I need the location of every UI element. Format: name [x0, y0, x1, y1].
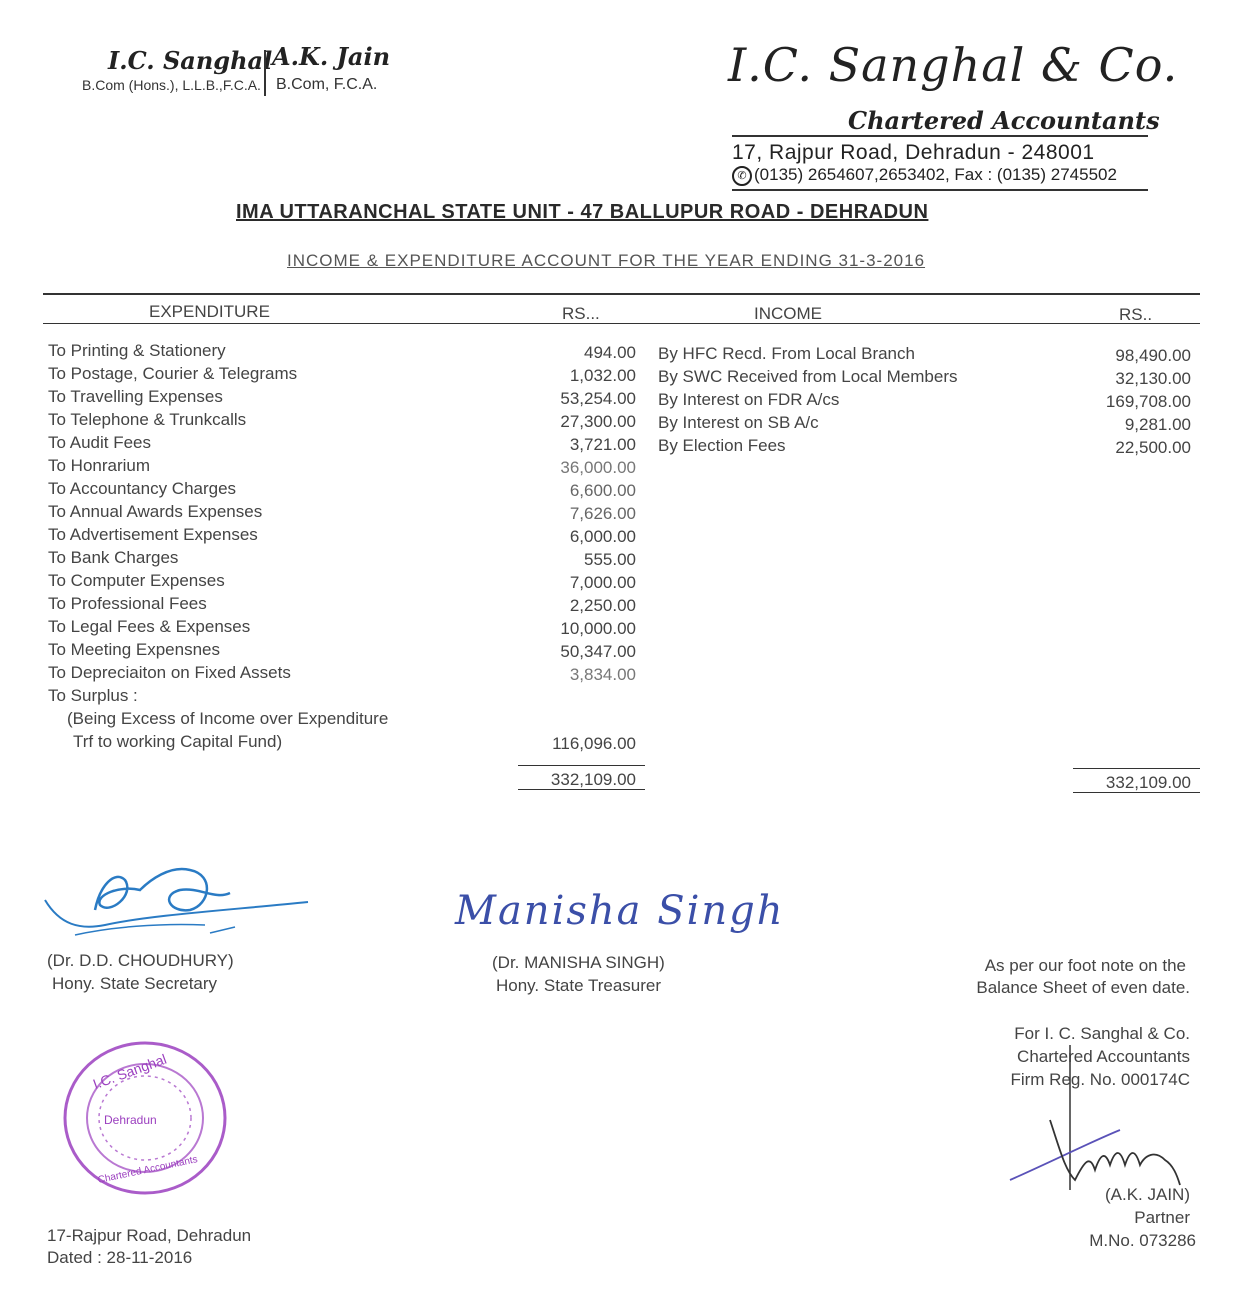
table-header-rule: [43, 323, 1200, 324]
expenditure-amount: 7,626.00: [569, 504, 636, 523]
letterhead-rule: [732, 135, 1148, 137]
header-income: INCOME: [754, 304, 822, 323]
firm-subtitle: Chartered Accountants: [848, 106, 1160, 135]
secretary-name: (Dr. D.D. CHOUDHURY): [47, 951, 234, 970]
inc-total-rule-bottom: [1073, 792, 1200, 793]
header-expenditure: EXPENDITURE: [149, 302, 270, 321]
expenditure-amount: 27,300.00: [560, 412, 636, 431]
expenditure-label: To Travelling Expenses: [48, 387, 223, 406]
income-label: By Election Fees: [658, 436, 786, 455]
surplus-line2: Trf to working Capital Fund): [73, 732, 283, 751]
expenditure-amount: 2,250.00: [569, 596, 636, 615]
income-label: By HFC Recd. From Local Branch: [658, 344, 915, 363]
firm-logo: I.C. Sanghal & Co.: [728, 38, 1179, 92]
account-title: INCOME & EXPENDITURE ACCOUNT FOR THE YEAR ENDING 31-3-2016: [287, 251, 926, 270]
treasurer-name: (Dr. MANISHA SINGH): [492, 953, 665, 972]
surplus-line1: (Being Excess of Income over Expenditure: [67, 709, 389, 728]
income-label: By Interest on SB A/c: [658, 413, 819, 432]
expenditure-label: To Depreciaiton on Fixed Assets: [48, 663, 291, 682]
expenditure-amount: 3,721.00: [569, 435, 636, 454]
income-label: By SWC Received from Local Members: [658, 367, 958, 386]
firm-contact-text: (0135) 2654607,2653402, Fax : (0135) 2745502: [754, 165, 1117, 184]
partner-right-quals: B.Com, F.C.A.: [276, 76, 378, 93]
income-amount: 98,490.00: [1115, 346, 1191, 365]
expenditure-amount: 50,347.00: [560, 642, 636, 661]
firm-stamp: [62, 1040, 228, 1196]
expenditure-amount: 7,000.00: [569, 573, 636, 592]
expenditure-label: To Printing & Stationery: [48, 341, 226, 360]
expenditure-label: To Accountancy Charges: [48, 479, 237, 498]
surplus-label: To Surplus :: [48, 686, 138, 705]
partner-left-quals: B.Com (Hons.), L.L.B.,F.C.A.: [82, 77, 261, 93]
stamp-text-bottom: Chartered Accountants: [96, 1154, 199, 1187]
header-exp-rs: RS...: [562, 304, 600, 323]
partner-divider: [264, 50, 266, 96]
expenditure-label: To Audit Fees: [48, 433, 152, 452]
phone-icon: ✆: [732, 166, 752, 186]
expenditure-label: To Professional Fees: [48, 594, 207, 613]
expenditure-amount: 1,032.00: [569, 366, 636, 385]
expenditure-label: To Bank Charges: [48, 548, 179, 567]
expenditure-amount: 53,254.00: [560, 389, 636, 408]
treasurer-signature: Manisha Singh: [455, 888, 785, 934]
expenditure-amount: 10,000.00: [560, 619, 636, 638]
partner-signature: [1005, 1040, 1205, 1200]
expenditure-amount: 555.00: [584, 550, 636, 569]
table-top-rule: [43, 293, 1200, 295]
exp-total-rule-top: [518, 765, 645, 766]
partner-mno: M.No. 073286: [1089, 1231, 1196, 1250]
income-amount: 9,281.00: [1124, 415, 1191, 434]
expenditure-label: To Legal Fees & Expenses: [48, 617, 251, 636]
firm-contact: [732, 165, 1117, 186]
expenditure-amount: 494.00: [584, 343, 636, 362]
letterhead-rule-bottom: [732, 189, 1148, 191]
income-amount: 22,500.00: [1115, 438, 1191, 457]
treasurer-title: Hony. State Treasurer: [496, 976, 662, 995]
expenditure-label: To Honrarium: [48, 456, 151, 475]
for-firm: For I. C. Sanghal & Co.: [1014, 1024, 1190, 1043]
stamp-text-mid: Dehradun: [104, 1113, 157, 1127]
expenditure-amount: 6,000.00: [569, 527, 636, 546]
secretary-signature: [40, 855, 315, 945]
firm-address: 17, Rajpur Road, Dehradun - 248001: [732, 141, 1095, 164]
firm-reg: Firm Reg. No. 000174C: [1010, 1070, 1190, 1089]
for-firm-sub: Chartered Accountants: [1017, 1047, 1190, 1066]
expenditure-label: To Telephone & Trunkcalls: [48, 410, 247, 429]
partner-title: Partner: [1134, 1208, 1190, 1227]
inc-total: 332,109.00: [1105, 773, 1191, 792]
expenditure-amount: 3,834.00: [569, 665, 636, 684]
income-amount: 169,708.00: [1105, 392, 1191, 411]
expenditure-amount: 6,600.00: [569, 481, 636, 500]
expenditure-label: To Postage, Courier & Telegrams: [48, 364, 298, 383]
partner-name: (A.K. JAIN): [1104, 1185, 1190, 1204]
org-title: IMA UTTARANCHAL STATE UNIT - 47 BALLUPUR ROAD - DEHRADUN: [236, 201, 929, 223]
stamp-text-top: I.C. Sanghal: [90, 1050, 169, 1093]
surplus-amount: 116,096.00: [552, 734, 636, 753]
inc-total-rule-top: [1073, 768, 1200, 769]
exp-total-rule-bottom: [518, 789, 645, 790]
footer-dated: Dated : 28-11-2016: [47, 1248, 193, 1267]
expenditure-amount: 36,000.00: [560, 458, 636, 477]
secretary-title: Hony. State Secretary: [52, 974, 218, 993]
footer-place: 17-Rajpur Road, Dehradun: [47, 1226, 252, 1245]
partner-right-name: A.K. Jain: [272, 42, 391, 71]
exp-total: 332,109.00: [550, 770, 636, 789]
header-inc-rs: RS..: [1119, 305, 1153, 324]
income-amount: 32,130.00: [1115, 369, 1191, 388]
partner-left-name: I.C. Sanghal: [108, 46, 273, 75]
expenditure-label: To Advertisement Expenses: [48, 525, 258, 544]
income-label: By Interest on FDR A/cs: [658, 390, 840, 409]
auditor-note-1: As per our foot note on the: [984, 956, 1186, 975]
expenditure-label: To Meeting Expensnes: [48, 640, 220, 659]
expenditure-label: To Annual Awards Expenses: [48, 502, 263, 521]
auditor-note-2: Balance Sheet of even date.: [976, 978, 1190, 997]
expenditure-label: To Computer Expenses: [48, 571, 225, 590]
